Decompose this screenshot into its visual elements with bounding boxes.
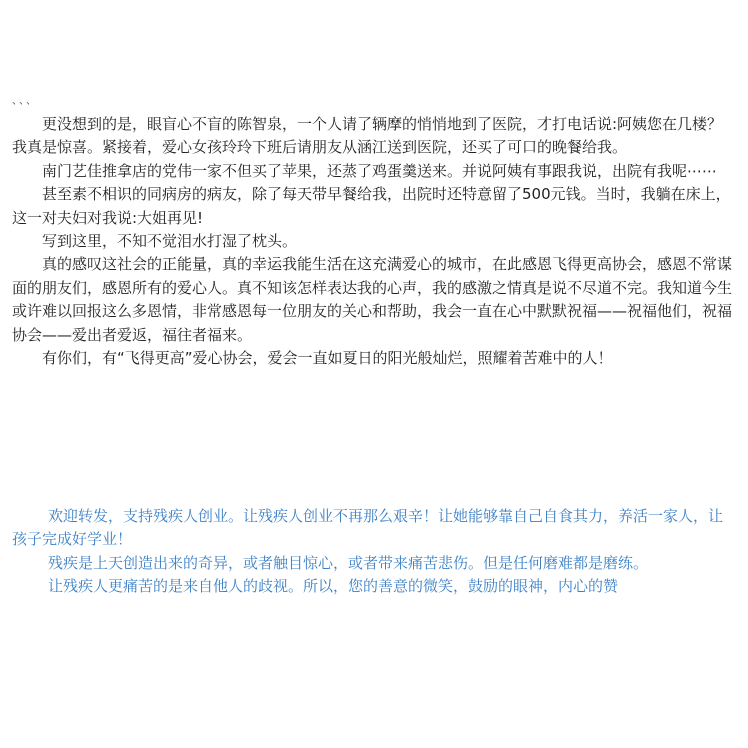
story-paragraph: 真的感叹这社会的正能量，真的幸运我能生活在这充满爱心的城市，在此感恩飞得更高协会，感恩不常谋面的朋友们，感恩所有的爱心人。真不知该怎样表达我的心声，我的感激之情真是说不尽道不完。我知道今生或许难以回报这么多恩情，非常感恩每一位朋友的关心和帮助，我会一直在心中默默祝福——祝福他们，祝福协会——爱出者爱返，福往者福来。	[12, 255, 733, 344]
story-paragraph: 南门艺佳推拿店的党伟一家不但买了苹果，还蒸了鸡蛋羹送来。并说阿姨有事跟我说，出院有我呢⋯⋯	[42, 161, 718, 180]
appeal-paragraph: 残疾是上天创造出来的奇异，或者触目惊心，或者带来痛苦悲伤。但是任何磨难都是磨练。	[48, 553, 649, 572]
appeal-paragraph: 让残疾人更痛苦的是来自他人的歧视。所以，您的善意的微笑，鼓励的眼神，内心的赞	[48, 577, 619, 596]
story-paragraph: 有你们，有“飞得更高”爱心协会，爱会一直如夏日的阳光般灿烂，照耀着苦难中的人！	[42, 349, 613, 368]
story-paragraph: 甚至素不相识的同病房的病友，除了每天带早餐给我，出院时还特意留了500元钱。当时，我躺在床上，这一对夫妇对我说:大姐再见!	[12, 185, 731, 227]
appeal-text	[12, 505, 736, 599]
story-paragraph: 写到这里，不知不觉泪水打湿了枕头。	[42, 232, 298, 251]
ellipsis-marks: 、、、	[12, 96, 38, 107]
appeal-paragraph: 欢迎转发，支持残疾人创业。让残疾人创业不再那么艰辛！让她能够靠自己自食其力，养活一家人，让孩子完成好学业！	[12, 507, 724, 549]
story-text	[12, 113, 736, 370]
story-paragraph: 更没想到的是，眼盲心不盲的陈智泉，一个人请了辆摩的悄悄地到了医院，才打电话说:阿姨您在几楼？我真是惊喜。紧接着，爱心女孩玲玲下班后请朋友从涵江送到医院，还买了可口的晚餐给我。	[12, 115, 723, 157]
